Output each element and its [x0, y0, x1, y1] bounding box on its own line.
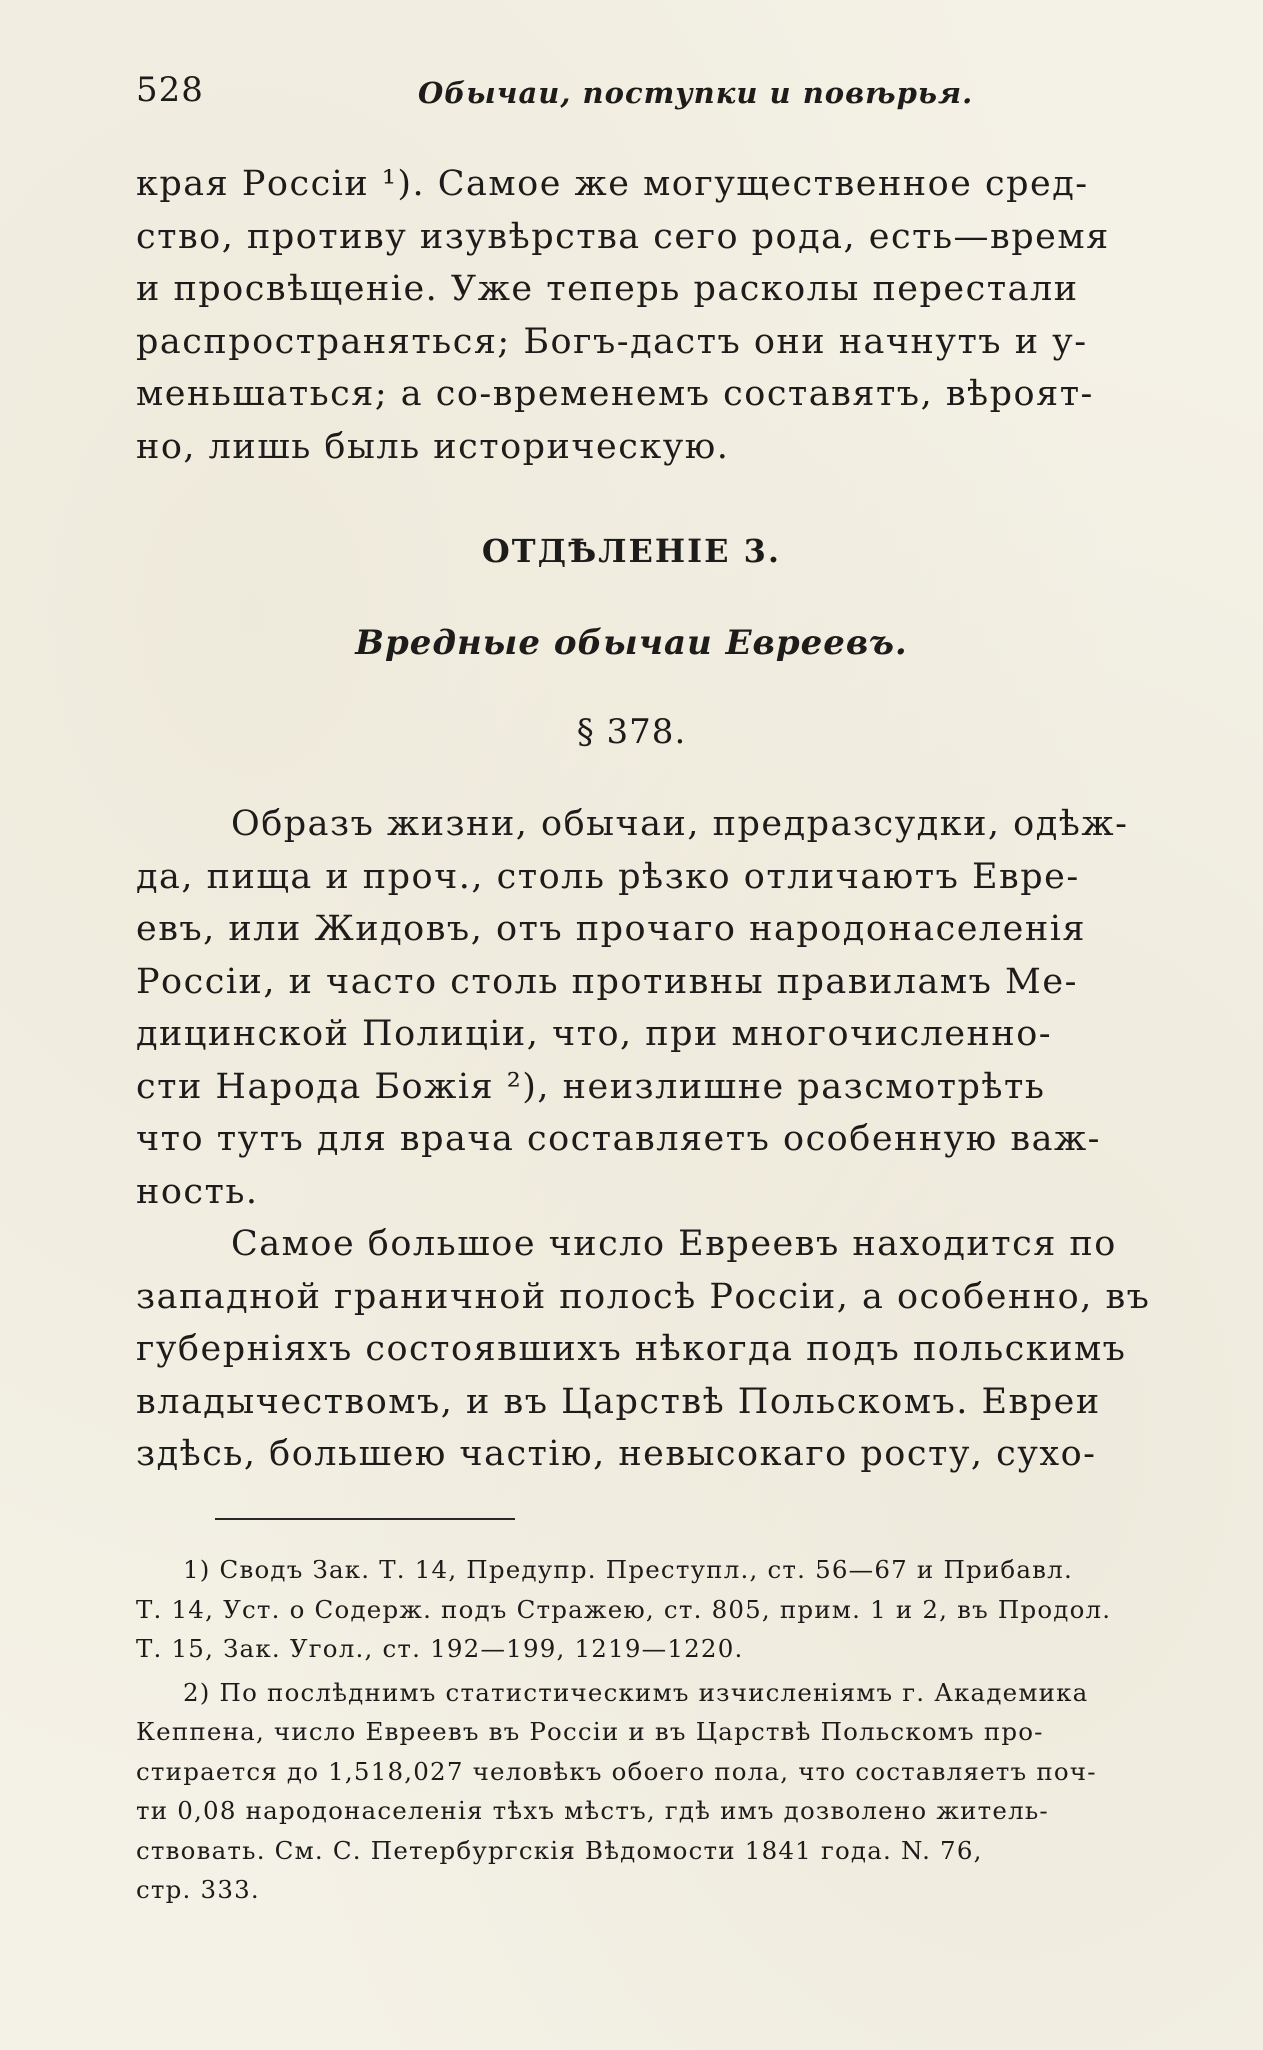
text-line: ство, противу изувѣрства сего рода, есть—время [136, 216, 1110, 257]
footnote-line: ствовать. См. С. Петербургскія Вѣдомости 1841 года. N. 76, [136, 1835, 983, 1865]
text-line: сти Народа Божія ²), неизлишне разсмотрѣть [136, 1066, 1046, 1107]
text-line: дицинской Полиціи, что, при многочисленно- [136, 1014, 1053, 1054]
text-line: что тутъ для врача составляетъ особенную важ- [136, 1119, 1101, 1159]
paragraph-378-second [136, 1218, 1152, 1481]
text-line: да, пища и проч., столь рѣзко отличаютъ Евре- [136, 856, 1080, 897]
paragraph-number: § 378. [576, 712, 687, 752]
running-head: Обычаи, поступки и повѣрья. [418, 76, 974, 110]
text-line: распространяться; Богъ-дастъ они начнутъ и у- [136, 321, 1088, 362]
text-line: меньшаться; а со-временемъ составятъ, вѣроят- [136, 374, 1094, 414]
text-line: ность. [136, 1171, 259, 1212]
page-header [136, 64, 1136, 114]
text-line: здѣсь, большею частію, невысокаго росту, сухо- [136, 1434, 1097, 1474]
footnote-line: Т. 14, Уст. о Содерж. подъ Стражею, ст. 805, прим. 1 и 2, въ Продол. [136, 1594, 1112, 1624]
section-subtitle: Вредные обычаи Евреевъ. [355, 623, 908, 663]
footnote-rule [215, 1518, 515, 1520]
continued-paragraph [136, 158, 1152, 473]
text-line: евъ, или Жидовъ, отъ прочаго народонаселенія [136, 909, 1086, 949]
text-line: и просвѣщеніе. Уже теперь расколы перестали [136, 269, 1079, 309]
footnote-line: Т. 15, Зак. Угол., ст. 192—199, 1219—1220. [136, 1634, 744, 1663]
paragraph-378-first [136, 798, 1152, 1218]
footnote-1 [136, 1550, 1152, 1669]
footnote-line: 2) По послѣднимъ статистическимъ изчисленіямъ г. Академика [183, 1677, 1089, 1707]
footnote-line: Кеппена, число Евреевъ въ Россіи и въ Царствѣ Польскомъ про- [136, 1717, 1044, 1746]
footnote-line: 1) Сводъ Зак. Т. 14, Предупр. Преступл., ст. 56—67 и Прибавл. [183, 1555, 1073, 1584]
footnotes [136, 1550, 1152, 1910]
text-line: Самое большое число Евреевъ находится по [231, 1224, 1117, 1264]
footnote-line: ти 0,08 народонаселенія тѣхъ мѣстъ, гдѣ имъ дозволено житель- [136, 1796, 1049, 1825]
text-line: западной граничной полосѣ Россіи, а особенно, въ [136, 1276, 1151, 1317]
footnote-line: стр. 333. [136, 1875, 260, 1904]
page-number: 528 [136, 70, 204, 110]
text-line: но, лишь быль историческую. [136, 426, 730, 467]
text-line: Россіи, и часто столь противны правиламъ Ме- [136, 961, 1078, 1002]
text-line: губерніяхъ состоявшихъ нѣкогда подъ польскимъ [136, 1329, 1127, 1369]
footnote-2 [136, 1673, 1152, 1910]
text-line: владычествомъ, и въ Царствѣ Польскомъ. Евреи [136, 1381, 1101, 1422]
text-line: Образъ жизни, обычаи, предразсудки, одѣж- [231, 804, 1129, 844]
footnote-line: стирается до 1,518,027 человѣкъ обоего пола, что составляетъ поч- [136, 1756, 1097, 1786]
text-line: края Россіи ¹). Самое же могущественное сред- [136, 164, 1089, 204]
section-title: ОТДѢЛЕНІЕ 3. [481, 532, 782, 570]
